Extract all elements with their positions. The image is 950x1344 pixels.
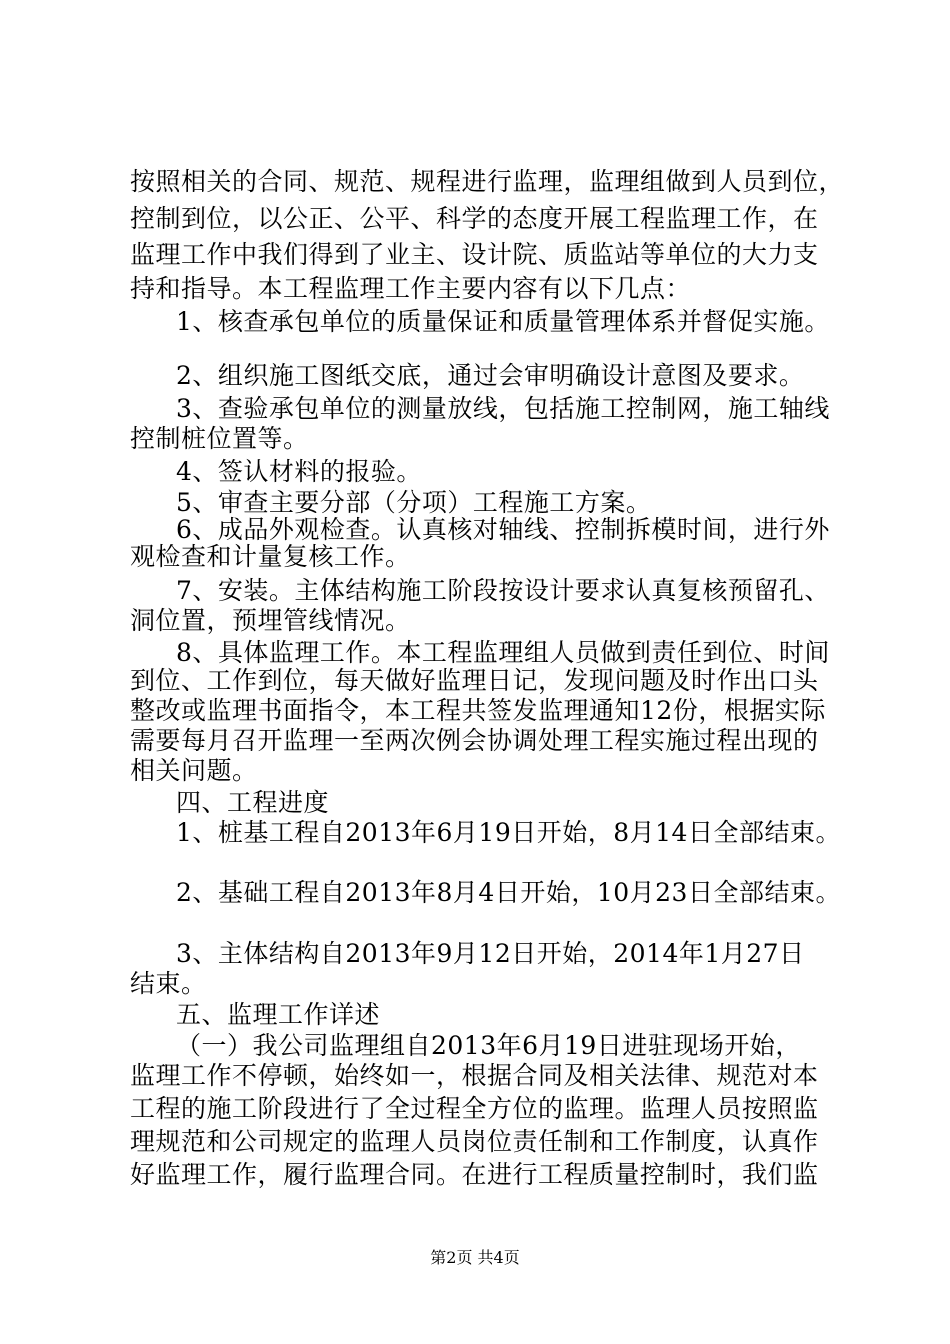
list-item-8: 8、具体监理工作。本工程监理组人员做到责任到位、时间 bbox=[176, 638, 830, 667]
section-heading-5: 五、监理工作详述 bbox=[176, 1000, 381, 1029]
progress-item-1: 1、桩基工程自2013年6月19日开始，8月14日全部结束。 bbox=[176, 818, 841, 847]
detail-paragraph-4: 理规范和公司规定的监理人员岗位责任制和工作制度，认真作 bbox=[130, 1127, 819, 1156]
detail-paragraph-1: （一）我公司监理组自2013年6月19日进驻现场开始， bbox=[176, 1031, 801, 1060]
list-item-6-cont: 观检查和计量复核工作。 bbox=[130, 542, 411, 571]
list-item-8-cont-1: 到位、工作到位，每天做好监理日记，发现问题及时作出口头 bbox=[130, 666, 819, 695]
section-heading-4: 四、工程进度 bbox=[176, 788, 330, 817]
list-item-6: 6、成品外观检查。认真核对轴线、控制拆模时间，进行外 bbox=[176, 515, 830, 544]
detail-paragraph-3: 工程的施工阶段进行了全过程全方位的监理。监理人员按照监 bbox=[130, 1094, 819, 1123]
progress-item-3: 3、主体结构自2013年9月12日开始，2014年1月27日 bbox=[176, 939, 805, 968]
list-item-1: 1、核查承包单位的质量保证和质量管理体系并督促实施。 bbox=[176, 307, 830, 336]
detail-paragraph-5: 好监理工作，履行监理合同。在进行工程质量控制时，我们监 bbox=[130, 1160, 819, 1189]
list-item-8-cont-2: 整改或监理书面指令，本工程共签发监理通知12份，根据实际 bbox=[130, 696, 826, 725]
list-item-2: 2、组织施工图纸交底，通过会审明确设计意图及要求。 bbox=[176, 361, 805, 390]
text-line-4: 持和指导。本工程监理工作主要内容有以下几点： bbox=[130, 274, 692, 303]
text-line-1: 按照相关的合同、规范、规程进行监理，监理组做到人员到位， bbox=[130, 167, 845, 196]
list-item-7-cont: 洞位置，预埋管线情况。 bbox=[130, 606, 411, 635]
list-item-5: 5、审查主要分部（分项）工程施工方案。 bbox=[176, 488, 652, 517]
progress-item-2: 2、基础工程自2013年8月4日开始，10月23日全部结束。 bbox=[176, 878, 841, 907]
list-item-3-cont: 控制桩位置等。 bbox=[130, 424, 309, 453]
list-item-8-cont-3: 需要每月召开监理一至两次例会协调处理工程实施过程出现的 bbox=[130, 726, 819, 755]
list-item-7: 7、安装。主体结构施工阶段按设计要求认真复核预留孔、 bbox=[176, 576, 830, 605]
progress-item-3-cont: 结束。 bbox=[130, 969, 207, 998]
page-footer: 第2页 共4页 bbox=[430, 1248, 520, 1267]
detail-paragraph-2: 监理工作不停顿，始终如一，根据合同及相关法律、规范对本 bbox=[130, 1061, 819, 1090]
list-item-3: 3、查验承包单位的测量放线，包括施工控制网，施工轴线 bbox=[176, 394, 830, 423]
text-line-3: 监理工作中我们得到了业主、设计院、质监站等单位的大力支 bbox=[130, 240, 819, 269]
text-line-2: 控制到位，以公正、公平、科学的态度开展工程监理工作，在 bbox=[130, 204, 819, 233]
list-item-8-cont-4: 相关问题。 bbox=[130, 756, 258, 785]
list-item-4: 4、签认材料的报验。 bbox=[176, 457, 422, 486]
